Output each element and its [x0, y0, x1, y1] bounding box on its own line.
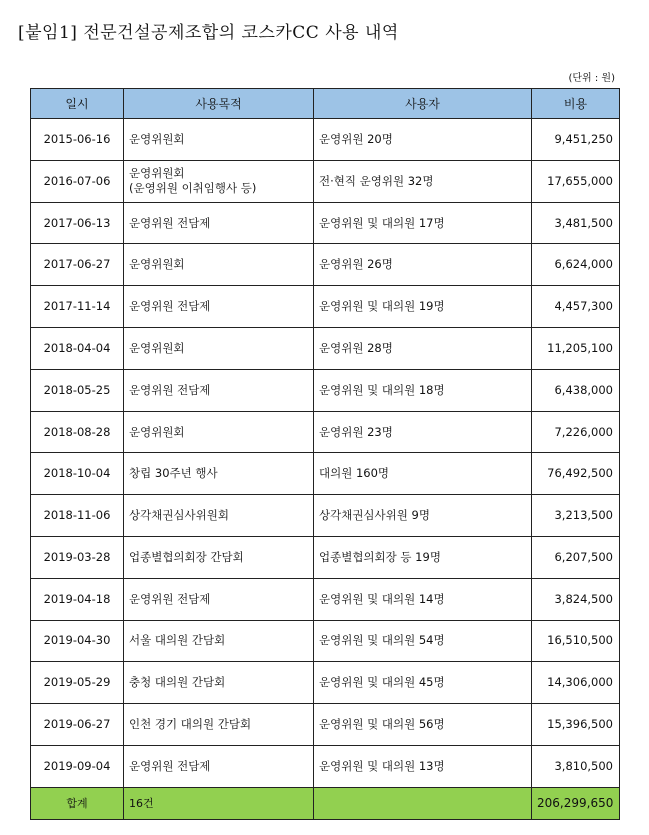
cell-cost: 7,226,000: [532, 411, 620, 453]
cell-purpose: 운영위원 전담제: [124, 369, 314, 411]
document-title: [붙임1] 전문건설공제조합의 코스카CC 사용 내역: [18, 23, 399, 43]
table-row: [31, 119, 620, 161]
cell-cost: 3,213,500: [532, 495, 620, 537]
cell-purpose: 운영위원회 (운영위원 이취임행사 등): [124, 160, 314, 202]
cell-cost: 3,481,500: [532, 202, 620, 244]
cell-user: 운영위원 23명: [314, 411, 532, 453]
cell-date: 2018-04-04: [31, 327, 124, 369]
cell-user: 운영위원 및 대의원 18명: [314, 369, 532, 411]
table-row: [31, 662, 620, 704]
table-row: [31, 327, 620, 369]
table-row: [31, 578, 620, 620]
cell-cost: 14,306,000: [532, 662, 620, 704]
cell-purpose: 창립 30주년 행사: [124, 453, 314, 495]
cell-user: 운영위원 20명: [314, 119, 532, 161]
table-row: [31, 536, 620, 578]
cell-date: 2016-07-06: [31, 160, 124, 202]
cell-user: 업종별협의회장 등 19명: [314, 536, 532, 578]
table-row: [31, 453, 620, 495]
total-row: [31, 787, 620, 819]
cell-date: 2019-04-18: [31, 578, 124, 620]
cell-date: 2019-03-28: [31, 536, 124, 578]
cell-purpose: 인천 경기 대의원 간담회: [124, 704, 314, 746]
cell-cost: 17,655,000: [532, 160, 620, 202]
cell-date: 2018-10-04: [31, 453, 124, 495]
cell-user: 운영위원 및 대의원 54명: [314, 620, 532, 662]
cell-purpose: 운영위원회: [124, 327, 314, 369]
table-row: [31, 369, 620, 411]
cell-cost: 6,624,000: [532, 244, 620, 286]
header-cost: 비용: [532, 89, 620, 119]
cell-user: 운영위원 및 대의원 13명: [314, 745, 532, 787]
total-count: 16건: [124, 787, 314, 819]
cell-cost: 76,492,500: [532, 453, 620, 495]
cell-date: 2019-04-30: [31, 620, 124, 662]
cell-cost: 6,438,000: [532, 369, 620, 411]
cell-cost: 9,451,250: [532, 119, 620, 161]
table-row: [31, 160, 620, 202]
cell-date: 2019-06-27: [31, 704, 124, 746]
cell-user: 운영위원 26명: [314, 244, 532, 286]
cell-cost: 4,457,300: [532, 286, 620, 328]
cell-user: 운영위원 및 대의원 14명: [314, 578, 532, 620]
cell-user: 전·현직 운영위원 32명: [314, 160, 532, 202]
cell-cost: 15,396,500: [532, 704, 620, 746]
header-user: 사용자: [314, 89, 532, 119]
cell-user: 대의원 160명: [314, 453, 532, 495]
cell-cost: 6,207,500: [532, 536, 620, 578]
table-row: [31, 244, 620, 286]
cell-purpose: 운영위원 전담제: [124, 745, 314, 787]
header-purpose: 사용목적: [124, 89, 314, 119]
total-user: [314, 787, 532, 819]
table-row: [31, 745, 620, 787]
cell-purpose: 충청 대의원 간담회: [124, 662, 314, 704]
cell-cost: 3,810,500: [532, 745, 620, 787]
cell-date: 2017-06-13: [31, 202, 124, 244]
cell-date: 2017-06-27: [31, 244, 124, 286]
table-header-row: [31, 89, 620, 119]
cell-purpose: 서울 대의원 간담회: [124, 620, 314, 662]
cell-date: 2018-05-25: [31, 369, 124, 411]
table-row: [31, 620, 620, 662]
cell-user: 운영위원 및 대의원 19명: [314, 286, 532, 328]
cell-date: 2018-11-06: [31, 495, 124, 537]
table-row: [31, 411, 620, 453]
cell-date: 2019-09-04: [31, 745, 124, 787]
cell-cost: 16,510,500: [532, 620, 620, 662]
cell-purpose: 운영위원회: [124, 411, 314, 453]
cell-purpose: 운영위원회: [124, 119, 314, 161]
total-label: 합계: [31, 787, 124, 819]
unit-note: (단위 : 원): [568, 73, 615, 84]
cell-cost: 11,205,100: [532, 327, 620, 369]
table-row: [31, 202, 620, 244]
cell-purpose: 운영위원회: [124, 244, 314, 286]
table-row: [31, 286, 620, 328]
cell-user: 운영위원 및 대의원 17명: [314, 202, 532, 244]
header-date: 일시: [31, 89, 124, 119]
cell-date: 2019-05-29: [31, 662, 124, 704]
table-row: [31, 704, 620, 746]
cell-date: 2018-08-28: [31, 411, 124, 453]
cell-user: 운영위원 및 대의원 45명: [314, 662, 532, 704]
cell-user: 운영위원 28명: [314, 327, 532, 369]
usage-table: [30, 88, 620, 820]
cell-date: 2017-11-14: [31, 286, 124, 328]
cell-purpose: 운영위원 전담제: [124, 578, 314, 620]
cell-cost: 3,824,500: [532, 578, 620, 620]
table-row: [31, 495, 620, 537]
cell-purpose: 업종별협의회장 간담회: [124, 536, 314, 578]
cell-purpose: 상각채권심사위원회: [124, 495, 314, 537]
cell-purpose: 운영위원 전담제: [124, 286, 314, 328]
cell-user: 운영위원 및 대의원 56명: [314, 704, 532, 746]
cell-date: 2015-06-16: [31, 119, 124, 161]
cell-purpose: 운영위원 전담제: [124, 202, 314, 244]
cell-user: 상각채권심사위원 9명: [314, 495, 532, 537]
total-cost: 206,299,650: [532, 787, 620, 819]
